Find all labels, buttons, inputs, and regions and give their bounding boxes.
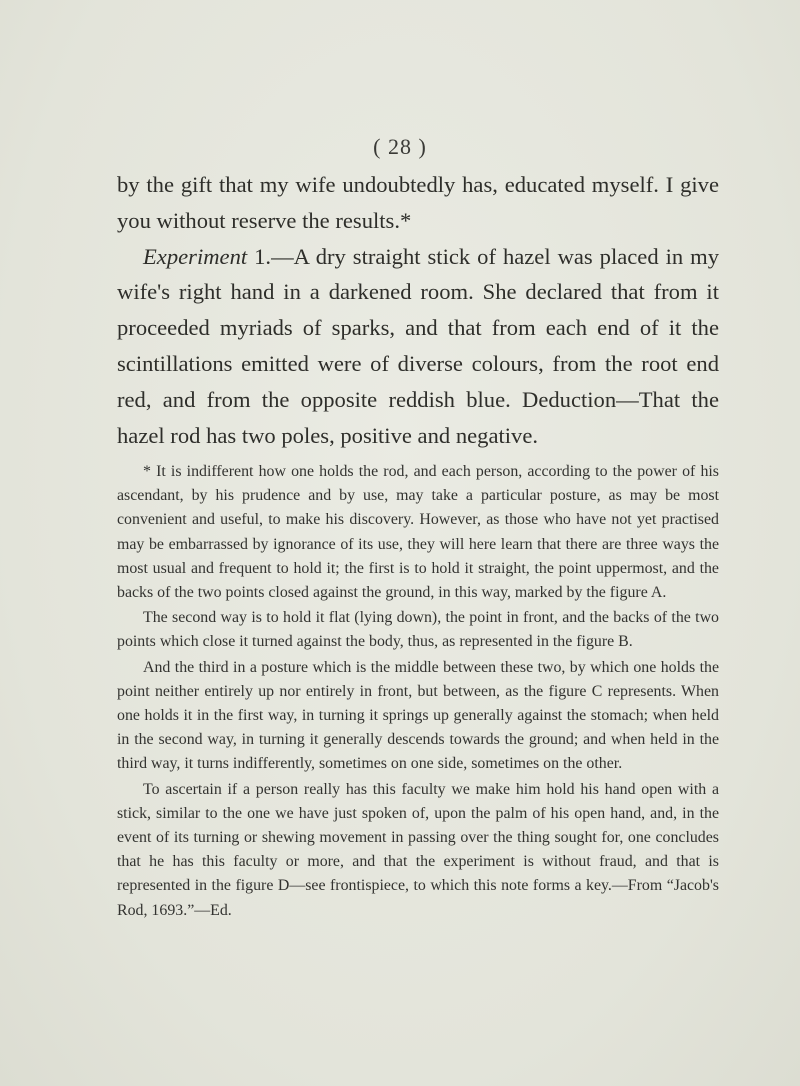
body-paragraph-1: by the gift that my wife undoubtedly has, educated myself. I give you without reserve the results.* [117,172,719,233]
main-text [117,167,719,453]
body-paragraph-experiment [117,239,719,454]
footnote-paragraph-3: And the third in a posture which is the middle between these two, by which one holds the point neither entirely up nor entirely in front, but between, as the figure C represents. When one holds it in the first way, in turning it springs up generally against the stomach; when held in the second way, in turning it generally descends towards the ground; and when held in the third way, it turns indifferently, sometimes on one side, sometimes on the other. [117,658,719,773]
footnote-paragraph-1: * It is indifferent how one holds the rod, and each person, according to the power of his ascendant, by his prudence and by use, may take a particular posture, as may be most convenient and useful, to make his discovery. However, as those who have not yet practised may be embarrassed by ignorance of its use, they will here learn that there are three ways the most usual and frequent to hold it; the first is to hold it straight, the point uppermost, and the backs of the two points closed against the ground, in this way, marked by the figure A. [117,463,719,602]
footnote [117,460,719,923]
experiment-text: 1.—A dry straight stick of hazel was placed in my wife's right hand in a darkened room. She declared that from it proceeded myriads of sparks, and that from each end of it the scintillations emitted were of diverse colours, from the root end red, and from the opposite reddish blue. Deduction—That the hazel rod has two poles, positive and negative. [117,243,719,448]
page-number: ( 28 ) [373,134,427,159]
footnote-paragraph-2: The second way is to hold it flat (lying down), the point in front, and the backs of the two points which close it turned against the body, thus, as represented in the figure B. [117,609,719,651]
footnote-paragraph-4: To ascertain if a person really has this faculty we make him hold his hand open with a stick, similar to the one we have just spoken of, upon the palm of his open hand, and, in the event of its turning or shewing movement in passing over the thing sought for, one concludes that he has this faculty or more, and that the experiment is without fraud, and that is represented in the figure D—see frontispiece, to which this note forms a key.—From “Jacob's Rod, 1693.”—Ed. [117,780,719,919]
experiment-label: Experiment [143,243,248,269]
